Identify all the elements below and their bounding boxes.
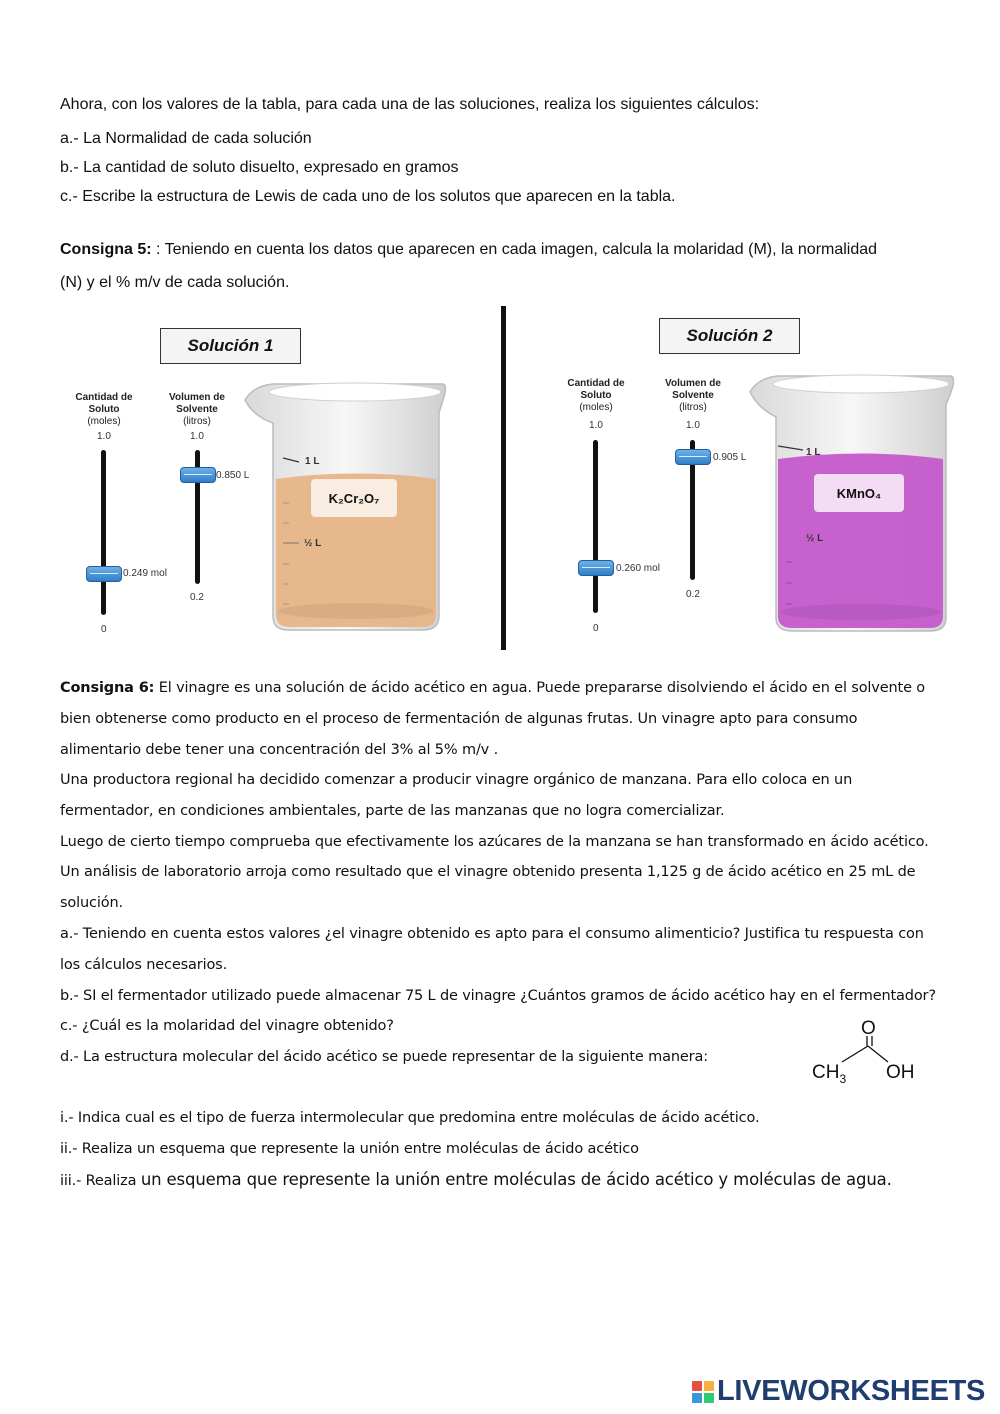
- solution-1-formula: K₂Cr₂O₇: [311, 479, 397, 517]
- question-a-line1: a.- Teniendo en cuenta estos valores ¿el vinagre obtenido es apto para el consumo alimenticio? Justifica tu respuesta con: [60, 926, 924, 942]
- solution-1-title: Solución 1: [160, 328, 301, 364]
- solution-1-volume-unit: (litros): [183, 416, 211, 427]
- intro-item-b: b.- La cantidad de soluto disuelto, expresado en gramos: [60, 159, 459, 176]
- solution-1-solute-slider-thumb[interactable]: [86, 566, 122, 582]
- question-b: b.- SI el fermentador utilizado puede almacenar 75 L de vinagre ¿Cuántos gramos de ácido acético hay en el fermentador?: [60, 988, 936, 1004]
- intro-item-c: c.- Escribe la estructura de Lewis de cada uno de los solutos que aparecen en la tabla.: [60, 188, 676, 205]
- logo-square-blue: [692, 1393, 702, 1403]
- intro-item-a: a.- La Normalidad de cada solución: [60, 130, 312, 147]
- solution-2-volume-value: 0.905 L: [713, 452, 747, 463]
- solution-2-title: Solución 2: [659, 318, 800, 354]
- solutions-divider: [501, 306, 506, 650]
- solution-2-volume-label: [653, 378, 733, 414]
- solution-2-solute-label-line2: Soluto: [580, 390, 612, 401]
- consigna6-label: Consigna 6:: [60, 680, 155, 696]
- logo-square-yellow: [704, 1381, 714, 1391]
- solution-2-volume-slider-thumb[interactable]: [675, 449, 711, 465]
- solution-1-volume-min: 0.2: [190, 592, 204, 603]
- question-iii-text: un esquema que represente la unión entre moléculas de ácido acético y moléculas de agua.: [140, 1170, 892, 1189]
- consigna6-text1: El vinagre es una solución de ácido acético en agua. Puede prepararse disolviendo el ácido en el solvente o: [154, 680, 926, 696]
- consigna6-line4: Una productora regional ha decidido comenzar a producir vinagre orgánico de manzana. Para ello coloca en un: [60, 772, 853, 788]
- solution-2-volume-max: 1.0: [686, 420, 700, 431]
- solution-1-mark-half: ½ L: [304, 538, 322, 549]
- consigna6-line1: [60, 678, 925, 698]
- intro-line: Ahora, con los valores de la tabla, para cada una de las soluciones, realiza los siguientes cálculos:: [60, 96, 760, 113]
- solution-2-solute-value: 0.260 mol: [616, 563, 660, 574]
- solution-1-solute-max: 1.0: [97, 431, 111, 442]
- consigna5-text1: : Teniendo en cuenta los datos que aparecen en cada imagen, calcula la molaridad (M), la normalidad: [151, 241, 878, 258]
- acetic-acid-hydroxyl: OH: [886, 1062, 915, 1083]
- question-c: c.- ¿Cuál es la molaridad del vinagre obtenido?: [60, 1018, 394, 1034]
- solution-1-solute-slider-track[interactable]: [101, 450, 106, 615]
- solution-2-mark-full: 1 L: [806, 447, 821, 458]
- logo-mark: [692, 1381, 714, 1403]
- solution-2-mark-half: ½ L: [806, 533, 824, 544]
- consigna6-line7: Un análisis de laboratorio arroja como resultado que el vinagre obtenido presenta 1,125 g de ácido acético en 25 mL de: [60, 864, 916, 880]
- question-ii: ii.- Realiza un esquema que represente la unión entre moléculas de ácido acético: [60, 1141, 639, 1157]
- acetic-acid-methyl: [812, 1062, 846, 1086]
- consigna6-line6: Luego de cierto tiempo comprueba que efectivamente los azúcares de la manzana se han transformado en ácido acético.: [60, 834, 929, 850]
- liveworksheets-logo: [692, 1375, 985, 1408]
- question-iii: [60, 1170, 892, 1191]
- solution-1-solute-value: 0.249 mol: [123, 568, 167, 579]
- consigna5-label: Consigna 5:: [60, 241, 152, 258]
- acetic-acid-methyl-ch: CH: [812, 1062, 840, 1083]
- acetic-acid-oxygen: O: [861, 1018, 876, 1039]
- solution-2-solute-unit: (moles): [579, 402, 613, 413]
- acetic-acid-methyl-sub: 3: [839, 1071, 847, 1086]
- solution-2-volume-label-line1: Volumen de: [665, 378, 721, 389]
- consigna5-line1: [60, 240, 877, 260]
- solution-2-solute-label-line1: Cantidad de: [567, 378, 625, 389]
- question-d: d.- La estructura molecular del ácido acético se puede representar de la siguiente manera:: [60, 1049, 708, 1065]
- solution-1-solute-label-line2: Soluto: [88, 404, 120, 415]
- solution-1-volume-label: [157, 392, 237, 428]
- logo-square-red: [692, 1381, 702, 1391]
- solution-1-volume-max: 1.0: [190, 431, 204, 442]
- solution-2-solute-slider-thumb[interactable]: [578, 560, 614, 576]
- consigna6-line3: alimentario debe tener una concentración del 3% al 5% m/v .: [60, 742, 499, 758]
- solution-1-solute-label-line1: Cantidad de: [75, 392, 133, 403]
- solution-1-mark-full: 1 L: [305, 456, 320, 467]
- solution-2-formula: KMnO₄: [814, 474, 904, 512]
- consigna6-line8: solución.: [60, 895, 123, 911]
- solution-1-volume-label-line1: Volumen de: [169, 392, 225, 403]
- solution-2-solute-max: 1.0: [589, 420, 603, 431]
- solution-1-solute-label: [64, 392, 144, 428]
- solution-2-solute-min: 0: [593, 623, 599, 634]
- solution-2-volume-label-line2: Solvente: [672, 390, 714, 401]
- question-a-line2: los cálculos necesarios.: [60, 957, 228, 973]
- question-iii-prefix: iii.- Realiza: [60, 1173, 141, 1189]
- solution-1-volume-label-line2: Solvente: [176, 404, 218, 415]
- solution-2-volume-min: 0.2: [686, 589, 700, 600]
- logo-text: LIVEWORKSHEETS: [717, 1375, 986, 1407]
- solution-1-volume-slider-thumb[interactable]: [180, 467, 216, 483]
- consigna6-line5: fermentador, en condiciones ambientales, parte de las manzanas que no logra comercializar.: [60, 803, 725, 819]
- solution-1-solute-min: 0: [101, 624, 107, 635]
- solution-2-solute-label: [556, 378, 636, 414]
- solution-2-solute-slider-track[interactable]: [593, 440, 598, 613]
- logo-square-green: [704, 1393, 714, 1403]
- consigna5-line2: (N) y el % m/v de cada solución.: [60, 274, 290, 291]
- solution-1-volume-value: 0.850 L: [216, 470, 250, 481]
- question-i: i.- Indica cual es el tipo de fuerza intermolecular que predomina entre moléculas de ácido acético.: [60, 1110, 760, 1126]
- acetic-acid-bonds: [840, 1036, 900, 1064]
- solution-2-volume-unit: (litros): [679, 402, 707, 413]
- solution-1-solute-unit: (moles): [87, 416, 121, 427]
- consigna6-line2: bien obtenerse como producto en el proceso de fermentación de algunas frutas. Un vinagre apto para consumo: [60, 711, 858, 727]
